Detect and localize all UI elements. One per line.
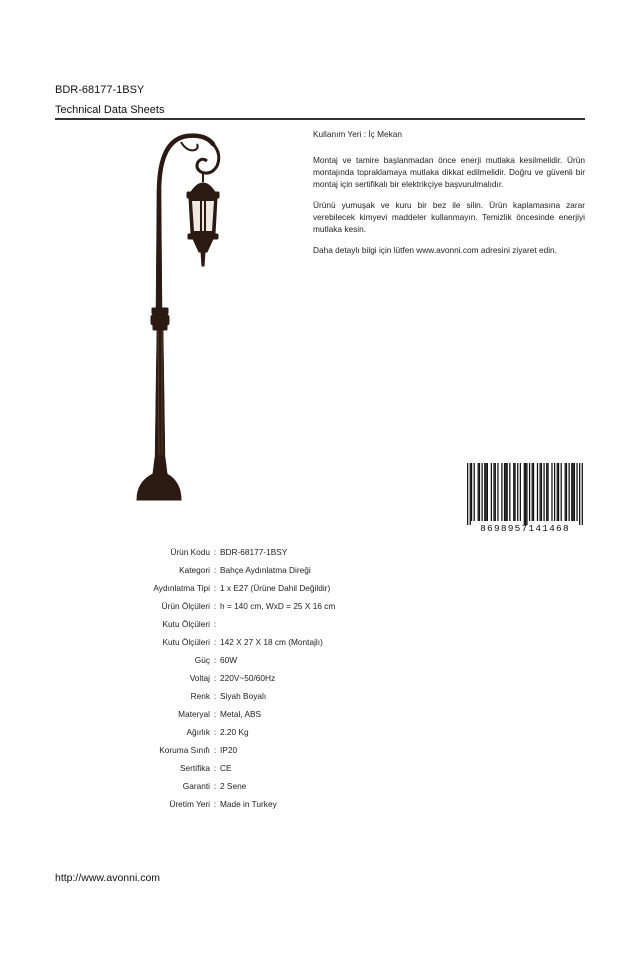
spec-row bbox=[55, 705, 585, 723]
barcode-bar bbox=[541, 463, 542, 521]
spec-separator: : bbox=[213, 781, 217, 791]
barcode-bar bbox=[533, 463, 534, 521]
spec-separator: : bbox=[213, 799, 217, 809]
barcode-bar bbox=[479, 463, 480, 521]
spec-row bbox=[55, 615, 585, 633]
spec-separator: : bbox=[213, 565, 217, 575]
barcode-bar bbox=[525, 463, 526, 525]
spec-separator: : bbox=[213, 655, 217, 665]
barcode-number: 8698957141468 bbox=[480, 523, 570, 533]
spec-value: 220V~50/60Hz bbox=[220, 673, 276, 683]
spec-value: CE bbox=[220, 763, 232, 773]
barcode-bar bbox=[565, 463, 566, 521]
spec-label: Ağırlık bbox=[186, 727, 210, 737]
spec-row bbox=[55, 633, 585, 651]
spec-value: Made in Turkey bbox=[220, 799, 277, 809]
spec-table bbox=[55, 543, 585, 813]
cleaning-note: Ürünü yumuşak ve kuru bir bez ile silin. Ürün kaplamasına zarar verebilecek kimyevi maddeler kullanmayın. Temizlik öncesinde enerjiyi mutlaka kesin. bbox=[313, 200, 585, 234]
barcode-bar bbox=[520, 463, 521, 521]
spec-separator: : bbox=[213, 619, 217, 629]
barcode-bar bbox=[470, 463, 471, 525]
spec-separator: : bbox=[213, 691, 217, 701]
spec-value: 1 x E27 (Ürüne Dahil Değildir) bbox=[220, 583, 331, 593]
barcode-bar bbox=[509, 463, 510, 521]
barcode-bar bbox=[537, 463, 538, 521]
barcode-bar bbox=[474, 463, 475, 521]
spec-value: Bahçe Aydınlatma Direği bbox=[220, 565, 311, 575]
spec-row bbox=[55, 723, 585, 741]
spec-value: 60W bbox=[220, 655, 238, 665]
spec-label: Renk bbox=[190, 691, 210, 701]
barcode-bar bbox=[482, 463, 483, 521]
barcode-bar bbox=[497, 463, 498, 521]
spec-label: Voltaj bbox=[189, 673, 210, 683]
spec-row bbox=[55, 795, 585, 813]
garden-lamp-post-image bbox=[125, 130, 225, 505]
spec-row bbox=[55, 579, 585, 597]
barcode-bar bbox=[467, 463, 468, 525]
spec-row bbox=[55, 651, 585, 669]
spec-row bbox=[55, 687, 585, 705]
spec-label: Üretim Yeri bbox=[169, 799, 210, 809]
barcode-bars bbox=[467, 463, 583, 525]
barcode bbox=[465, 463, 585, 533]
spec-row bbox=[55, 597, 585, 615]
website-url: http://www.avonni.com bbox=[55, 872, 161, 884]
spec-label: Güç bbox=[194, 655, 210, 665]
barcode-bar bbox=[561, 463, 562, 521]
info-note: Daha detaylı bilgi için lütfen www.avonni.com adresini ziyaret edin. bbox=[313, 245, 557, 255]
spec-row bbox=[55, 759, 585, 777]
barcode-bar bbox=[493, 463, 494, 521]
spec-label: Kategori bbox=[179, 565, 210, 575]
spec-label: Kutu Ölçüleri bbox=[162, 637, 210, 647]
spec-value bbox=[220, 615, 585, 633]
usage-notes bbox=[313, 128, 585, 265]
usage-location: Kullanım Yeri : İç Mekan bbox=[313, 129, 403, 139]
header-divider bbox=[55, 118, 585, 120]
spec-label: Ürün Kodu bbox=[170, 547, 210, 557]
spec-label: Materyal bbox=[178, 709, 210, 719]
barcode-bar bbox=[501, 463, 502, 521]
barcode-bar bbox=[572, 463, 573, 521]
barcode-bar bbox=[491, 463, 492, 521]
barcode-bar bbox=[566, 463, 567, 521]
spec-value: IP20 bbox=[220, 745, 238, 755]
barcode-bar bbox=[484, 463, 485, 521]
barcode-bar bbox=[540, 463, 541, 521]
spec-value: BDR-68177-1BSY bbox=[220, 547, 288, 557]
spec-label: Kutu Ölçüleri bbox=[162, 619, 210, 629]
barcode-bar bbox=[505, 463, 506, 521]
barcode-bar bbox=[524, 463, 525, 525]
spec-row bbox=[55, 543, 585, 561]
spec-separator: : bbox=[213, 727, 217, 737]
spec-row bbox=[55, 777, 585, 795]
spec-value: Siyah Boyalı bbox=[220, 691, 267, 701]
spec-row bbox=[55, 741, 585, 759]
spec-separator: : bbox=[213, 637, 217, 647]
barcode-bar bbox=[526, 463, 527, 525]
barcode-bar bbox=[546, 463, 547, 521]
spec-value: 2 Sene bbox=[220, 781, 247, 791]
spec-label: Koruma Sınıfı bbox=[159, 745, 210, 755]
barcode-bar bbox=[557, 463, 558, 521]
barcode-bar bbox=[504, 463, 505, 521]
spec-label: Sertifika bbox=[180, 763, 210, 773]
spec-row bbox=[55, 561, 585, 579]
barcode-bar bbox=[514, 463, 515, 521]
barcode-bar bbox=[495, 463, 496, 521]
barcode-bar bbox=[517, 463, 518, 521]
spec-separator: : bbox=[213, 763, 217, 773]
product-code-title: BDR-68177-1BSY bbox=[55, 84, 145, 96]
barcode-bar bbox=[507, 463, 508, 521]
barcode-bar bbox=[582, 463, 583, 525]
spec-row bbox=[55, 669, 585, 687]
document-subtitle: Technical Data Sheets bbox=[55, 104, 165, 116]
barcode-bar bbox=[478, 463, 479, 521]
barcode-bar bbox=[487, 463, 488, 521]
spec-value: h = 140 cm, WxD = 25 X 16 cm bbox=[220, 601, 336, 611]
spec-value: 142 X 27 X 18 cm (Montajlı) bbox=[220, 637, 323, 647]
spec-separator: : bbox=[213, 745, 217, 755]
barcode-bar bbox=[551, 463, 552, 521]
spec-separator: : bbox=[213, 673, 217, 683]
spec-label: Ürün Ölçüleri bbox=[161, 601, 210, 611]
barcode-bar bbox=[579, 463, 580, 525]
document-header bbox=[55, 83, 585, 117]
barcode-bar bbox=[543, 463, 544, 521]
barcode-bar bbox=[485, 463, 486, 521]
spec-label: Garanti bbox=[182, 781, 210, 791]
barcode-bar bbox=[532, 463, 533, 521]
spec-separator: : bbox=[213, 709, 217, 719]
barcode-bar bbox=[574, 463, 575, 521]
barcode-bar bbox=[558, 463, 559, 521]
barcode-bar bbox=[554, 463, 555, 521]
spec-label: Aydınlatma Tipi bbox=[153, 583, 210, 593]
barcode-bar bbox=[576, 463, 577, 521]
spec-separator: : bbox=[213, 547, 217, 557]
barcode-bar bbox=[571, 463, 572, 521]
barcode-bar bbox=[513, 463, 514, 521]
spec-separator: : bbox=[213, 583, 217, 593]
barcode-bar bbox=[529, 463, 530, 521]
safety-note: Montaj ve tamire başlanmadan önce enerji mutlaka kesilmelidir. Ürün montajında topraklamaya mutlaka dikkat edilmelidir. Doğru ve güvenli bir montaj için sertifikalı bir elektrikçiye başvurulmalıdır. bbox=[313, 155, 585, 189]
spec-value: Metal, ABS bbox=[220, 709, 262, 719]
spec-separator: : bbox=[213, 601, 217, 611]
barcode-bar bbox=[471, 463, 472, 521]
barcode-bar bbox=[547, 463, 548, 521]
spec-value: 2.20 Kg bbox=[220, 727, 249, 737]
barcode-bar bbox=[569, 463, 570, 521]
